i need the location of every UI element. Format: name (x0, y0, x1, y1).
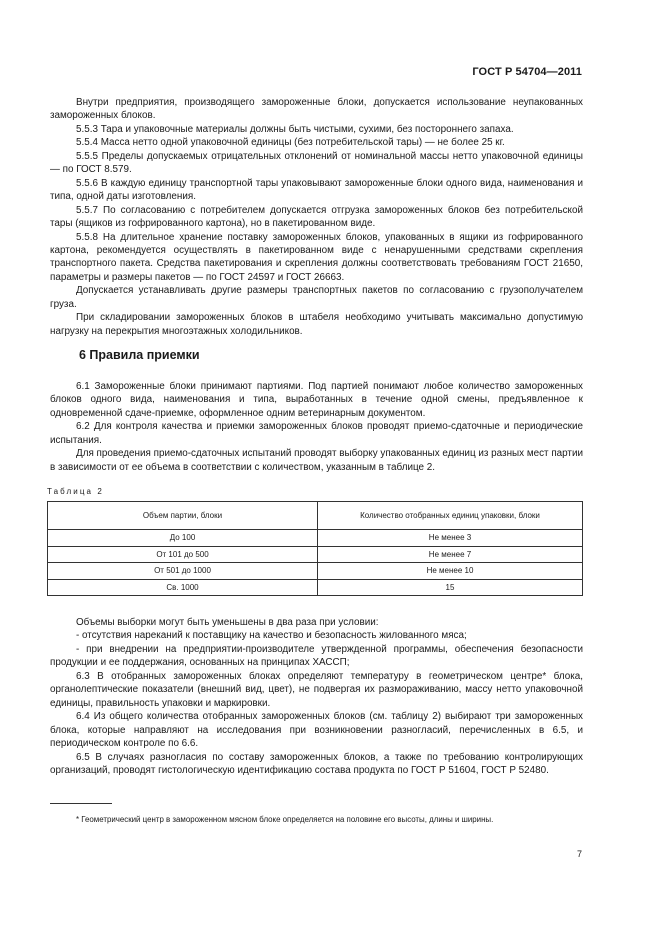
document-code-header: ГОСТ Р 54704—2011 (472, 66, 582, 78)
table-row (48, 563, 583, 580)
paragraph-5-5-5: 5.5.5 Пределы допускаемых отрицательных отклонений от номинальной массы нетто упаковочной единицы — по ГОСТ 8.579. (50, 150, 583, 176)
paragraph: Для проведения приемо-сдаточных испытаний проводят выборку упакованных единиц из разных мест партии в зависимости от ее объема в соответствии с количеством, указанным в таблице 2. (50, 448, 583, 473)
sampling-table (47, 501, 583, 596)
footnote (50, 813, 583, 826)
table-header-row (48, 502, 583, 530)
paragraph: Объемы выборки могут быть уменьшены в два раза при условии: (76, 617, 379, 628)
footnote-text: * Геометрический центр в замороженном мясном блоке определяется на половине его высоты, длины и ширины. (76, 815, 494, 824)
table-cell: От 101 до 500 (48, 546, 318, 563)
table-cell: Не менее 3 (318, 530, 583, 547)
column-header: Количество отобранных единиц упаковки, блоки (318, 502, 583, 530)
page-number: 7 (576, 849, 582, 859)
section-6-continued-text (50, 616, 583, 777)
table-row (48, 546, 583, 563)
table-cell: Св. 1000 (48, 579, 318, 596)
paragraph: При складировании замороженных блоков в штабеля необходимо учитывать максимально допустимую нагрузку на перекрытия многоэтажных холодильников. (50, 312, 583, 337)
section-6-text (50, 380, 583, 474)
paragraph-5-5-8: 5.5.8 На длительное хранение поставку замороженных блоков, упакованных в ящики из гофрированного картона, рекомендуется осуществлять в пакетированном виде с ненарушенными средствами скрепления транспортного пакета. Средства пакетирования и скрепления должны соответствовать требованиям ГОСТ 21650, параметры и размеры пакетов — по ГОСТ 24597 и ГОСТ 26663. (50, 231, 583, 283)
table-cell: 15 (318, 579, 583, 596)
list-item: - при внедрении на предприятии-производителе утвержденной программы, обеспечения безопасности продукции и ее поддержания, основанных на принципах ХАССП; (50, 643, 583, 669)
table-row (48, 530, 583, 547)
paragraph-6-2: 6.2 Для контроля качества и приемки замороженных блоков проводят приемо-сдаточные и периодические испытания. (50, 421, 583, 446)
paragraph: Внутри предприятия, производящего замороженные блоки, допускается использование неупакованных замороженных блоков. (50, 97, 583, 122)
paragraph-5-5-7: 5.5.7 По согласованию с потребителем допускается отгрузка замороженных блоков без потребительской тары (ящиков из гофрированного картона), но в пакетированном виде. (50, 204, 583, 230)
paragraph-5-5-4: 5.5.4 Масса нетто одной упаковочной единицы (без потребительской тары) — не более 25 кг. (76, 137, 505, 149)
table-cell: От 501 до 1000 (48, 563, 318, 580)
paragraph: Допускается устанавливать другие размеры транспортных пакетов по согласованию с грузополучателем груза. (50, 285, 583, 310)
table-cell: Не менее 7 (318, 546, 583, 563)
paragraph-5-5-3: 5.5.3 Тара и упаковочные материалы должны быть чистыми, сухими, без постороннего запаха. (76, 123, 514, 135)
section-5-5-text (50, 96, 583, 338)
paragraph-6-4: 6.4 Из общего количества отобранных замороженных блоков (см. таблицу 2) выбирают три замороженных блока, которые направляют на исследования при возникновении разногласий, перечисленных в 6.5, и периодическом контроле по 6.6. (50, 711, 583, 750)
list-item: - отсутствия нареканий к поставщику на качество и безопасность жилованного мяса; (76, 630, 467, 642)
footnote-divider (50, 803, 112, 804)
paragraph-6-1: 6.1 Замороженные блоки принимают партиями. Под партией понимают любое количество замороженных блоков одного вида, наименования и типа, выработанных в течение одной смены, предъявленное к одновременной сдаче-приемке, оформленное одним ветеринарным документом. (50, 381, 583, 419)
paragraph-5-5-6: 5.5.6 В каждую единицу транспортной тары упаковывают замороженные блоки одного вида, наименования и типа, одной даты изготовления. (50, 177, 583, 203)
table-row (48, 579, 583, 596)
table-cell: Не менее 10 (318, 563, 583, 580)
paragraph-6-3: 6.3 В отобранных замороженных блоках определяют температуру в геометрическом центре* блока, органолептические показатели (внешний вид, цвет), не подвергая их размораживанию, массу нетто упаковочной единицы, правильность упаковки и маркировки. (50, 670, 583, 709)
table-cell: До 100 (48, 530, 318, 547)
paragraph-6-5: 6.5 В случаях разногласия по составу замороженных блоков, а также по требованию контролирующих организаций, проводят гистологическую идентификацию состава продукта по ГОСТ Р 51604, ГОСТ Р 52480. (50, 751, 583, 776)
section-title: 6 Правила приемки (79, 348, 200, 362)
table-caption: Таблица 2 (47, 487, 104, 496)
column-header: Объем партии, блоки (48, 502, 318, 530)
